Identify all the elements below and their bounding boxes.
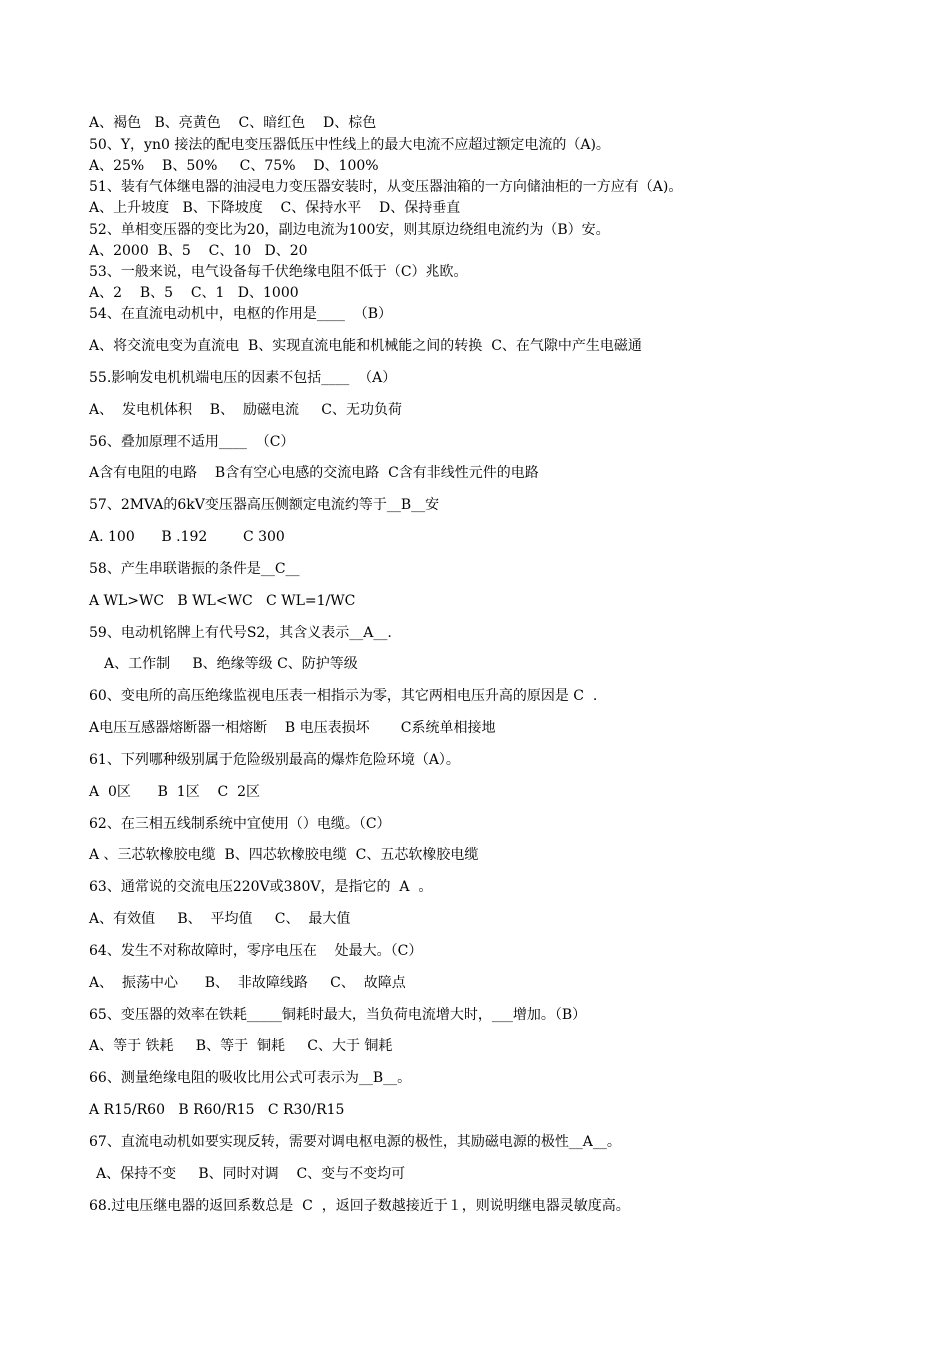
text-line: 52、单相变压器的变比为20，副边电流为100安，则其原边绕组电流约为（B）安。 <box>89 222 610 238</box>
text-line: 60、变电所的高压绝缘监视电压表一相指示为零，其它两相电压升高的原因是 C . <box>89 688 598 704</box>
text-line: 64、发生不对称故障时，零序电压在 处最大。（C） <box>89 943 423 959</box>
text-line: 54、在直流电动机中，电枢的作用是____ （B） <box>89 306 393 322</box>
text-line: 62、在三相五线制系统中宜使用（）电缆。（C） <box>89 816 391 832</box>
text-line: A、有效值 B、 平均值 C、 最大值 <box>89 911 351 927</box>
text-line: 59、电动机铭牌上有代号S2，其含义表示__A__. <box>89 625 392 641</box>
text-line: 61、下列哪种级别属于危险级别最高的爆炸危险环境（A）。 <box>89 752 460 768</box>
text-line: 67、直流电动机如要实现反转，需要对调电枢电源的极性，其励磁电源的极性__A__。 <box>89 1134 621 1150</box>
text-line: A、等于 铁耗 B、等于 铜耗 C、大于 铜耗 <box>89 1038 393 1054</box>
text-line: 57、2MVA的6kV变压器高压侧额定电流约等于__B__安 <box>89 497 440 513</box>
text-line: A电压互感器熔断器一相熔断 B 电压表损坏 C系统单相接地 <box>89 720 496 736</box>
text-line: 56、叠加原理不适用____ （C） <box>89 434 295 450</box>
text-line: A含有电阻的电路 B含有空心电感的交流电路 C含有非线性元件的电路 <box>89 465 539 481</box>
text-line: A 、三芯软橡胶电缆 B、四芯软橡胶电缆 C、五芯软橡胶电缆 <box>89 847 479 863</box>
text-line: A R15/R60 B R60/R15 C R30/R15 <box>89 1102 345 1118</box>
text-line: 58、产生串联谐振的条件是__C__ <box>89 561 300 577</box>
text-line: 68.过电压继电器的返回系数总是 C ，返回子数越接近于１，则说明继电器灵敏度高。 <box>89 1198 630 1214</box>
text-line: 66、测量绝缘电阻的吸收比用公式可表示为__B__。 <box>89 1070 412 1086</box>
text-line: A、 振荡中心 B、 非故障线路 C、 故障点 <box>89 975 406 991</box>
text-line: 50、Y，yn0 接法的配电变压器低压中性线上的最大电流不应超过额定电流的（A)。 <box>89 137 610 153</box>
text-line: A、 发电机体积 B、 励磁电流 C、无功负荷 <box>89 402 402 418</box>
text-line: A、工作制 B、绝缘等级 C、防护等级 <box>104 656 358 672</box>
text-line: A、将交流电变为直流电 B、实现直流电能和机械能之间的转换 C、在气隙中产生电磁通 <box>89 338 642 354</box>
text-line: 51、装有气体继电器的油浸电力变压器安装时，从变压器油箱的一方向储油柜的一方应有（A)。 <box>89 179 683 195</box>
text-line: 65、变压器的效率在铁耗_____铜耗时最大，当负荷电流增大时，___增加。（B） <box>89 1007 587 1023</box>
text-line: A、上升坡度 B、下降坡度 C、保持水平 D、保持垂直 <box>89 200 461 216</box>
text-line: A、保持不变 B、同时对调 C、变与不变均可 <box>96 1166 406 1182</box>
text-line: A 0区 B 1区 C 2区 <box>89 784 261 800</box>
text-line: 63、通常说的交流电压220V或380V，是指它的 A 。 <box>89 879 433 895</box>
text-line: A、25% B、50% C、75% D、100% <box>89 158 379 174</box>
text-line: A、2 B、5 C、1 D、1000 <box>89 285 299 301</box>
text-line: A WL>WC B WL<WC C WL=1/WC <box>89 593 356 609</box>
text-line: A、2000 B、5 C、10 D、20 <box>89 243 308 259</box>
text-line: 55.影响发电机机端电压的因素不包括____ （A） <box>89 370 397 386</box>
text-line: A、褐色 B、亮黄色 C、暗红色 D、棕色 <box>89 115 377 131</box>
text-line: 53、一般来说，电气设备每千伏绝缘电阻不低于（C）兆欧。 <box>89 264 468 280</box>
text-line: A. 100 B .192 C 300 <box>89 529 285 545</box>
